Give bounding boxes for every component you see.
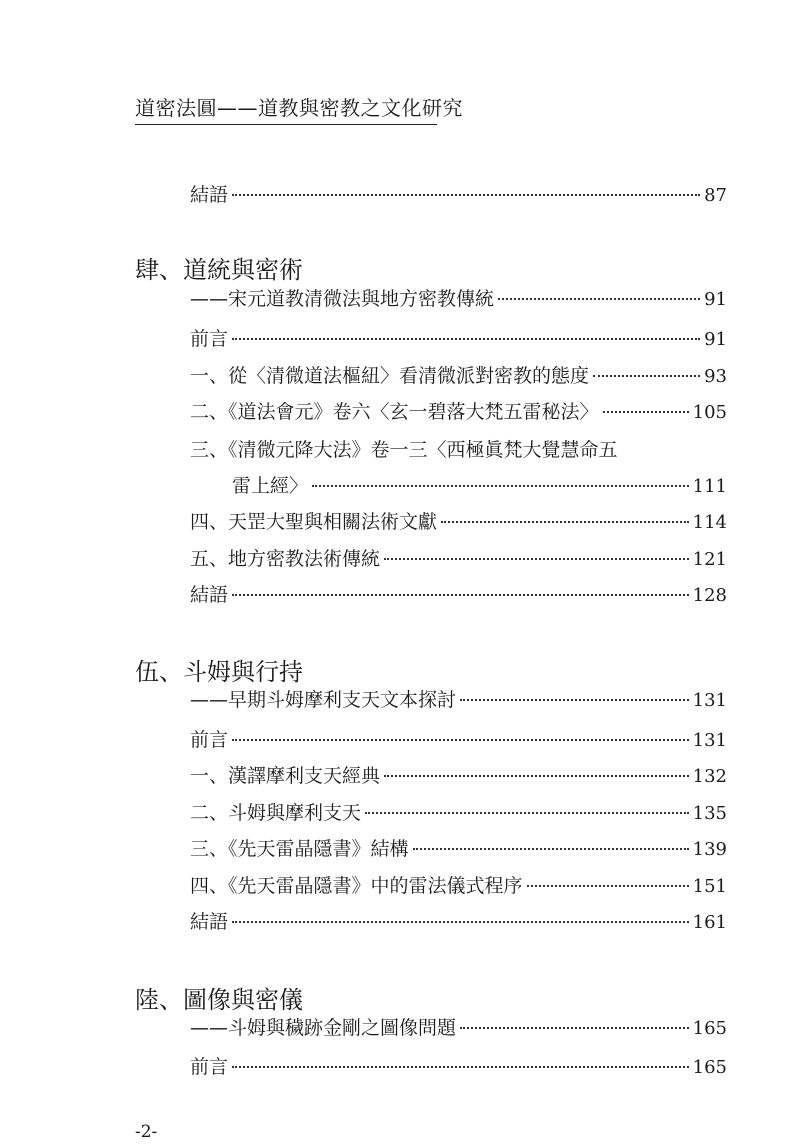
entry-title: 一、漢譯摩利支天經典 [190,765,381,787]
dot-leader [498,298,700,300]
entry-title: 三、《先天雷晶隱書》結構 [190,838,409,860]
toc-entry [190,726,727,754]
dot-leader [384,775,689,777]
entry-title: 四、天罡大聖與相關法術文獻 [190,511,438,533]
toc-entry [190,872,727,900]
entry-page: 135 [692,803,727,824]
dot-leader [441,521,689,523]
dot-leader [232,594,689,596]
toc-entry [190,508,727,536]
toc-entry [190,686,727,714]
entry-title: 三、《清微元降大法》卷一三〈西極眞梵大覺慧命五 [190,439,618,461]
chapter-heading: 陸、圖像與密儀 [135,986,303,1014]
dot-leader [460,1027,689,1029]
entry-page: 131 [692,690,727,711]
dot-leader [460,699,689,701]
entry-title: 前言 [190,729,229,751]
dot-leader [232,921,689,923]
toc-entry [190,908,727,936]
toc-entry [190,398,727,426]
entry-page: 91 [704,329,727,350]
entry-page: 121 [692,549,727,570]
chapter-subtitle: ——斗姆與穢跡金剛之圖像問題 [190,1017,457,1039]
entry-title: 一、從〈清微道法樞紐〉看清微派對密教的態度 [190,365,590,387]
entry-page: 91 [704,289,727,310]
entry-title: 結語 [190,184,229,206]
toc-entry [232,472,727,500]
entry-page: 161 [692,912,727,933]
toc-entry [190,362,727,390]
dot-leader [312,485,689,487]
entry-page: 105 [692,402,727,423]
entry-title: 五、地方密教法術傳統 [190,548,381,570]
running-header: 道密法圓——道教與密教之文化研究 [135,96,463,120]
entry-title: 結語 [190,911,229,933]
dot-leader [603,411,689,413]
entry-page: 114 [692,512,727,533]
toc-entry [190,285,727,313]
toc-entry [190,1053,727,1081]
entry-title: 結語 [190,584,229,606]
entry-page: 93 [704,366,727,387]
page-number: -2- [135,1122,158,1142]
entry-page: 87 [704,185,727,206]
dot-leader [527,885,689,887]
toc-entry [190,799,727,827]
entry-title: 前言 [190,1056,229,1078]
toc-entry [190,181,727,209]
dot-leader [384,558,689,560]
toc-entry [190,762,727,790]
entry-page: 165 [692,1057,727,1078]
toc-entry [190,325,727,353]
entry-title: 二、《道法會元》卷六〈玄一碧落大梵五雷秘法〉 [190,401,599,423]
chapter-subtitle: ——宋元道教清微法與地方密教傳統 [190,288,495,310]
entry-page: 165 [692,1018,727,1039]
entry-page: 111 [692,476,727,497]
toc-entry [190,581,727,609]
dot-leader [232,338,700,340]
chapter-subtitle: ——早期斗姆摩利支天文本探討 [190,689,457,711]
chapter-heading: 伍、斗姆與行持 [135,658,303,686]
entry-page: 128 [692,585,727,606]
dot-leader [365,812,689,814]
toc-entry [190,835,727,863]
entry-title: 二、斗姆與摩利支天 [190,802,362,824]
entry-page: 139 [692,839,727,860]
chapter-heading: 肆、道統與密術 [135,256,303,284]
toc-entry [190,545,727,573]
entry-title: 前言 [190,328,229,350]
entry-title-continued: 雷上經〉 [232,475,309,497]
dot-leader [232,1066,689,1068]
toc-entry [190,1014,727,1042]
entry-page: 132 [692,766,727,787]
dot-leader [593,375,700,377]
entry-page: 131 [692,730,727,751]
entry-title: 四、《先天雷晶隱書》中的雷法儀式程序 [190,875,523,897]
entry-page: 151 [692,876,727,897]
dot-leader [232,739,689,741]
dot-leader [413,848,689,850]
dot-leader [232,194,700,196]
